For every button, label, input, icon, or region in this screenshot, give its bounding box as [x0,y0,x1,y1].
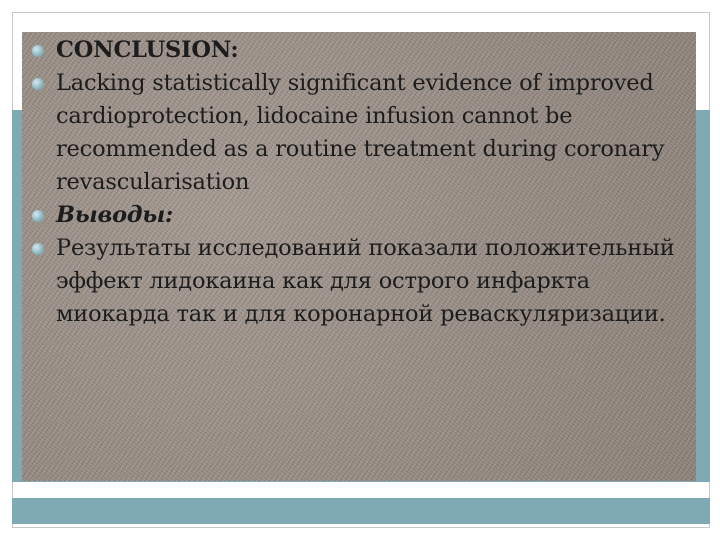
bullet-text: Выводы: [56,202,174,228]
teal-footer-bar [12,498,710,524]
bullet-marker-icon [32,210,44,222]
bullet-text: Lacking statistically significant evidence of improved cardioprotection, lidocaine infusion cannot be recommended as a routine treatment during coronary revascularisation [56,70,665,195]
bullet-marker-icon [32,243,44,255]
bullet-marker-icon [32,78,44,90]
bullet-conclusion-heading [22,34,696,67]
bullet-text: Результаты исследований показали положительный эффект лидокаина как для острого инфаркта миокарда так и для коронарной реваскуляризации. [56,235,675,327]
bullet-marker-icon [32,45,44,57]
bullet-results-ru-text [22,232,696,331]
bullet-conclusion-text [22,67,696,199]
bullet-conclusions-ru-heading [22,199,696,232]
bullet-text: CONCLUSION: [56,37,239,63]
bullet-list [22,34,696,331]
